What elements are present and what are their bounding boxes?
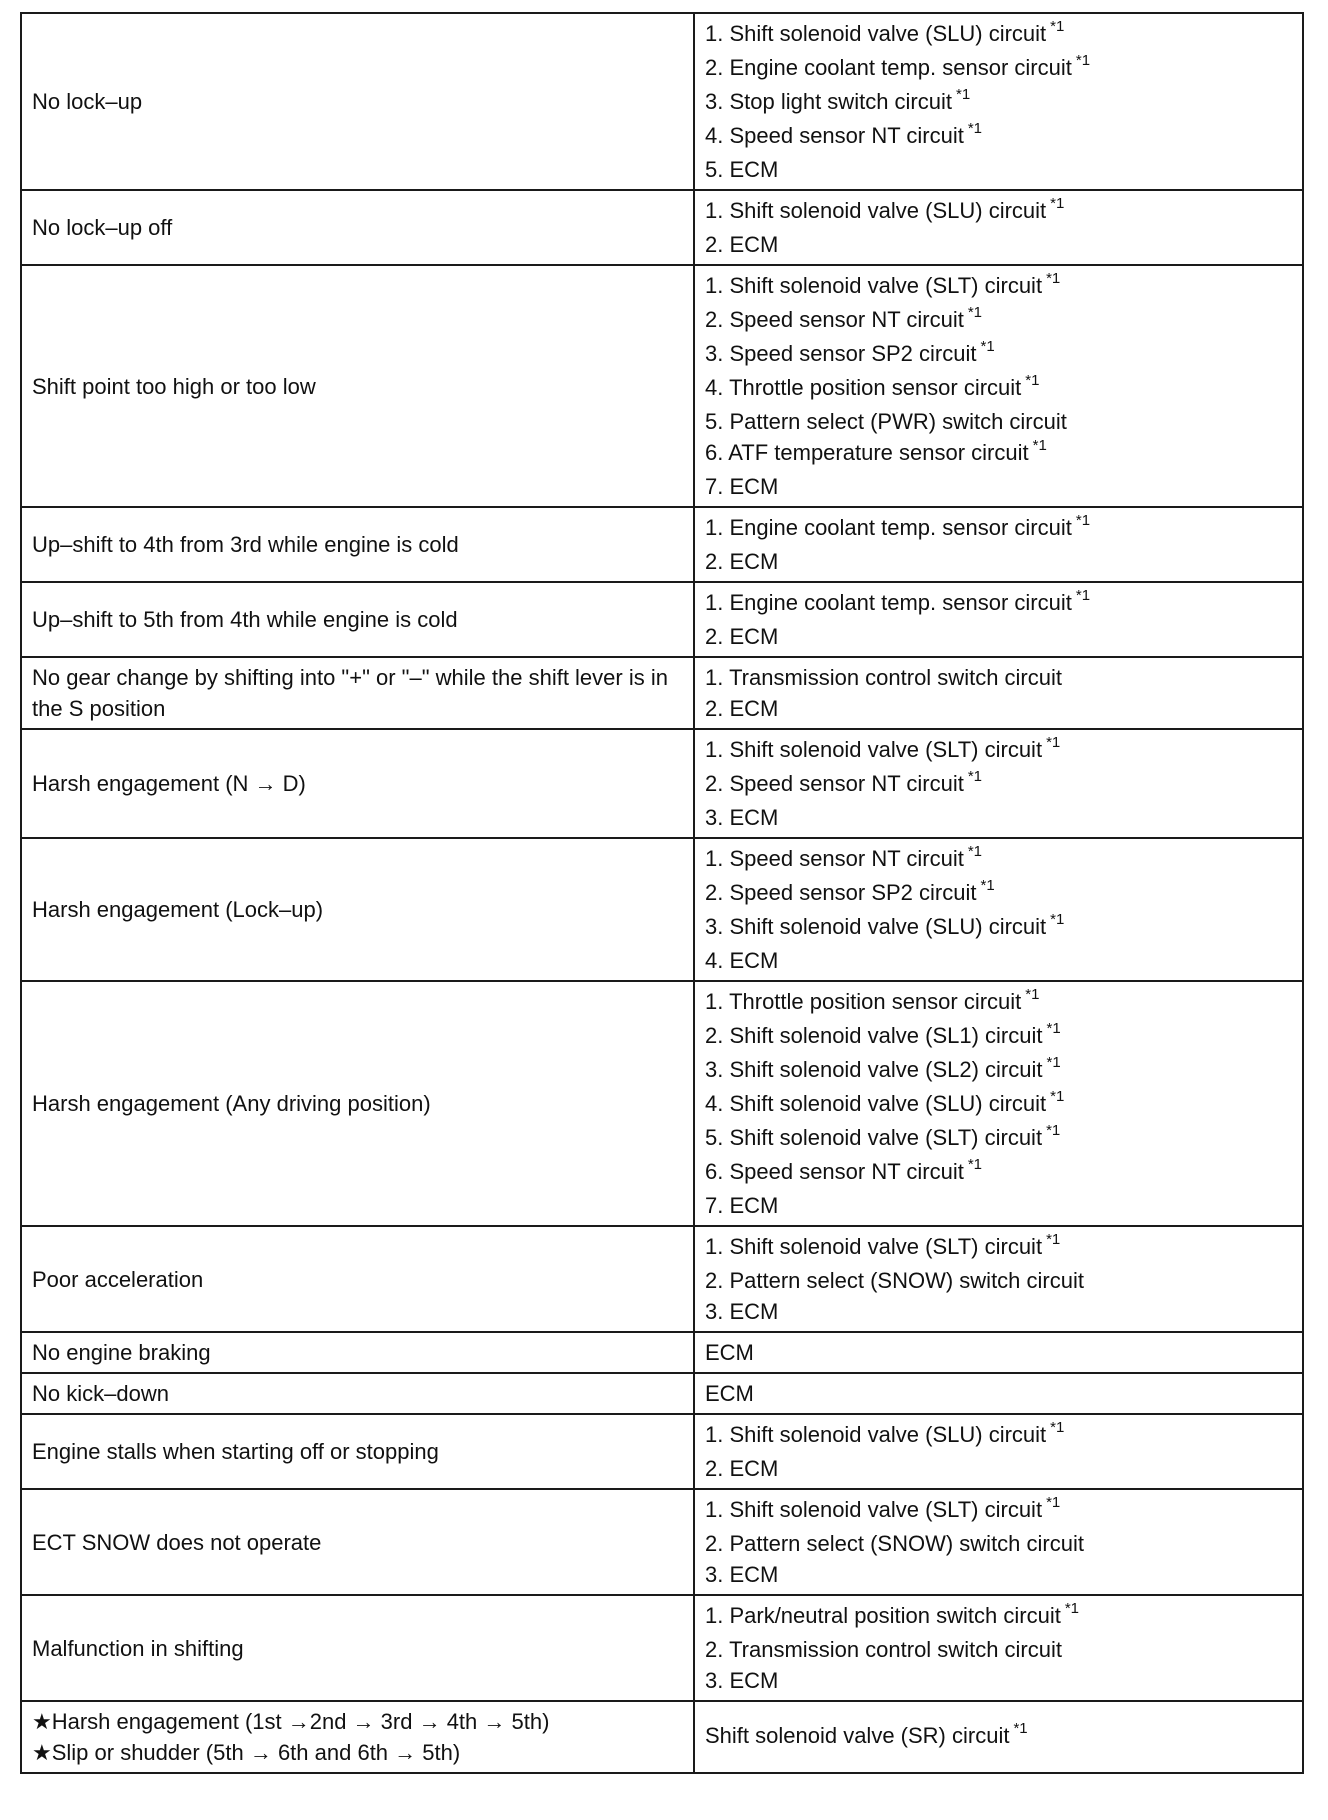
symptom-text: ★Slip or shudder (5th → 6th and 6th → 5th)	[32, 1740, 461, 1765]
suspected-area-cell	[694, 265, 1303, 507]
table-row	[21, 582, 1303, 657]
suspected-area-item	[705, 1122, 1292, 1156]
symptom-cell	[21, 838, 694, 981]
footnote-marker: *1	[967, 768, 983, 785]
suspected-area-text: 2. ECM	[705, 232, 779, 257]
suspected-area-text: 1. Shift solenoid valve (SLU) circuit	[705, 198, 1047, 223]
suspected-area-text: 6. ATF temperature sensor circuit	[705, 440, 1029, 465]
suspected-area-item	[705, 1559, 1292, 1590]
suspected-area-item	[705, 338, 1292, 372]
suspected-area-item	[705, 693, 1292, 724]
symptom-text: Harsh engagement (N → D)	[32, 771, 306, 796]
footnote-marker: *1	[1075, 587, 1091, 604]
suspected-area-text: 5. Pattern select (PWR) switch circuit	[705, 409, 1067, 434]
suspected-area-cell	[694, 1595, 1303, 1701]
symptom-text: ★Harsh engagement (1st →2nd → 3rd → 4th → 5th)	[32, 1709, 550, 1734]
suspected-area-text: Shift solenoid valve (SR) circuit	[705, 1723, 1010, 1748]
symptom-cell	[21, 1332, 694, 1373]
suspected-area-item	[705, 1453, 1292, 1484]
suspected-area-cell	[694, 1701, 1303, 1773]
suspected-area-text: 5. ECM	[705, 157, 779, 182]
suspected-area-cell	[694, 1226, 1303, 1332]
suspected-area-item	[705, 1156, 1292, 1190]
suspected-area-item	[705, 1054, 1292, 1088]
footnote-marker: *1	[1050, 18, 1065, 35]
suspected-area-text: 2. Pattern select (SNOW) switch circuit	[705, 1531, 1084, 1556]
table-body	[21, 13, 1303, 1773]
problem-symptoms-table	[20, 12, 1304, 1774]
suspected-area-text: 3. ECM	[705, 1562, 779, 1587]
suspected-area-cell	[694, 507, 1303, 582]
table-row	[21, 981, 1303, 1226]
suspected-area-item	[705, 1600, 1292, 1634]
suspected-area-item	[705, 1190, 1292, 1221]
suspected-area-item	[705, 911, 1292, 945]
suspected-area-item	[705, 304, 1292, 338]
suspected-area-item	[705, 1231, 1292, 1265]
footnote-marker: *1	[1025, 986, 1040, 1003]
suspected-area-cell	[694, 1373, 1303, 1414]
suspected-area-cell	[694, 1332, 1303, 1373]
suspected-area-item	[705, 1020, 1292, 1054]
suspected-area-text: 1. Shift solenoid valve (SLT) circuit	[705, 1234, 1043, 1259]
symptom-cell	[21, 190, 694, 265]
suspected-area-item	[705, 1494, 1292, 1528]
suspected-area-item	[705, 945, 1292, 976]
suspected-area-text: 2. Speed sensor SP2 circuit	[705, 880, 977, 905]
suspected-area-text: 4. Throttle position sensor circuit	[705, 375, 1022, 400]
symptom-text: Up–shift to 5th from 4th while engine is cold	[32, 607, 458, 632]
suspected-area-text: 1. Engine coolant temp. sensor circuit	[705, 515, 1072, 540]
suspected-area-item	[705, 843, 1292, 877]
suspected-area-item	[705, 1720, 1292, 1754]
symptom-text: No gear change by shifting into "+" or "–" while the shift lever is in	[32, 665, 668, 690]
suspected-area-item	[705, 546, 1292, 577]
symptom-cell	[21, 1701, 694, 1773]
suspected-area-item	[705, 270, 1292, 304]
table-row	[21, 657, 1303, 729]
suspected-area-item	[705, 52, 1292, 86]
suspected-area-item	[705, 1296, 1292, 1327]
suspected-area-item	[705, 437, 1292, 471]
footnote-marker: *1	[1064, 1600, 1080, 1617]
suspected-area-text: 2. Speed sensor NT circuit	[705, 307, 964, 332]
suspected-area-text: 3. Shift solenoid valve (SL2) circuit	[705, 1057, 1043, 1082]
suspected-area-item	[705, 154, 1292, 185]
suspected-area-item	[705, 768, 1292, 802]
footnote-marker: *1	[1046, 1494, 1061, 1511]
footnote-marker: *1	[1046, 270, 1061, 287]
symptom-text: No lock–up	[32, 89, 143, 114]
suspected-area-text: 2. Pattern select (SNOW) switch circuit	[705, 1268, 1084, 1293]
suspected-area-text: 3. Shift solenoid valve (SLU) circuit	[705, 914, 1047, 939]
symptom-cell	[21, 1373, 694, 1414]
suspected-area-text: 4. ECM	[705, 948, 779, 973]
suspected-area-item	[705, 406, 1292, 437]
symptom-text: the S position	[32, 696, 166, 721]
suspected-area-text: 2. Engine coolant temp. sensor circuit	[705, 55, 1072, 80]
symptom-text: Harsh engagement (Lock–up)	[32, 897, 324, 922]
suspected-area-item	[705, 587, 1292, 621]
symptom-text: No lock–up off	[32, 215, 173, 240]
footnote-marker: *1	[967, 120, 983, 137]
symptom-text: Up–shift to 4th from 3rd while engine is cold	[32, 532, 459, 557]
table-row	[21, 1332, 1303, 1373]
table-row	[21, 729, 1303, 838]
suspected-area-item	[705, 195, 1292, 229]
suspected-area-text: 3. ECM	[705, 805, 779, 830]
footnote-marker: *1	[1075, 512, 1091, 529]
symptom-text: Malfunction in shifting	[32, 1635, 244, 1661]
suspected-area-item	[705, 18, 1292, 52]
suspected-area-text: 3. ECM	[705, 1668, 779, 1693]
footnote-marker: *1	[967, 304, 983, 321]
suspected-area-text: 2. ECM	[705, 1456, 779, 1481]
suspected-area-cell	[694, 190, 1303, 265]
suspected-area-text: 5. Shift solenoid valve (SLT) circuit	[705, 1125, 1043, 1150]
symptom-cell	[21, 507, 694, 582]
footnote-marker: *1	[980, 877, 995, 894]
suspected-area-item	[705, 1528, 1292, 1559]
suspected-area-item	[705, 1634, 1292, 1665]
footnote-marker: *1	[1046, 1231, 1061, 1248]
suspected-area-cell	[694, 981, 1303, 1226]
symptom-cell	[21, 13, 694, 190]
suspected-area-text: ECM	[705, 1340, 754, 1365]
footnote-marker: *1	[1075, 52, 1091, 69]
symptom-text: Harsh engagement (Any driving position)	[32, 1091, 431, 1116]
suspected-area-item	[705, 120, 1292, 154]
suspected-area-item	[705, 986, 1292, 1020]
table-row	[21, 1414, 1303, 1489]
symptom-cell	[21, 582, 694, 657]
footnote-marker: *1	[1046, 734, 1061, 751]
table-row	[21, 13, 1303, 190]
suspected-area-text: 1. Shift solenoid valve (SLT) circuit	[705, 737, 1043, 762]
symptom-cell	[21, 265, 694, 507]
suspected-area-item	[705, 877, 1292, 911]
suspected-area-cell	[694, 13, 1303, 190]
table-row	[21, 1489, 1303, 1595]
suspected-area-item	[705, 1088, 1292, 1122]
footnote-marker: *1	[1046, 1054, 1061, 1071]
suspected-area-text: 1. Throttle position sensor circuit	[705, 989, 1022, 1014]
suspected-area-text: ECM	[705, 1381, 754, 1406]
table-row	[21, 1595, 1303, 1701]
footnote-marker: *1	[1032, 437, 1047, 454]
suspected-area-text: 2. Speed sensor NT circuit	[705, 771, 964, 796]
suspected-area-cell	[694, 657, 1303, 729]
table-row	[21, 1373, 1303, 1414]
footnote-marker: *1	[955, 86, 971, 103]
suspected-area-text: 1. Shift solenoid valve (SLU) circuit	[705, 1422, 1047, 1447]
symptom-text: No kick–down	[32, 1381, 169, 1406]
symptom-text: Shift point too high or too low	[32, 373, 316, 399]
symptom-text: No engine braking	[32, 1340, 211, 1365]
suspected-area-text: 1. Shift solenoid valve (SLU) circuit	[705, 21, 1047, 46]
suspected-area-item	[705, 1265, 1292, 1296]
suspected-area-item	[705, 1419, 1292, 1453]
suspected-area-text: 2. ECM	[705, 549, 779, 574]
symptom-cell	[21, 657, 694, 729]
symptom-cell	[21, 1414, 694, 1489]
footnote-marker: *1	[1025, 372, 1040, 389]
symptom-cell	[21, 1489, 694, 1595]
suspected-area-text: 2. Transmission control switch circuit	[705, 1637, 1062, 1662]
table-row	[21, 838, 1303, 981]
suspected-area-item	[705, 1665, 1292, 1696]
footnote-marker: *1	[967, 843, 983, 860]
suspected-area-text: 4. Shift solenoid valve (SLU) circuit	[705, 1091, 1047, 1116]
footnote-marker: *1	[1050, 1088, 1065, 1105]
suspected-area-cell	[694, 582, 1303, 657]
suspected-area-text: 1. Speed sensor NT circuit	[705, 846, 964, 871]
footnote-marker: *1	[1050, 1419, 1065, 1436]
symptom-text: Poor acceleration	[32, 1266, 204, 1292]
suspected-area-item	[705, 471, 1292, 502]
suspected-area-cell	[694, 729, 1303, 838]
suspected-area-text: 3. Stop light switch circuit	[705, 89, 952, 114]
suspected-area-cell	[694, 838, 1303, 981]
suspected-area-item	[705, 1378, 1292, 1409]
table-row	[21, 265, 1303, 507]
table-row	[21, 507, 1303, 582]
symptom-cell	[21, 981, 694, 1226]
suspected-area-item	[705, 512, 1292, 546]
suspected-area-item	[705, 229, 1292, 260]
suspected-area-text: 3. ECM	[705, 1299, 779, 1324]
symptom-cell	[21, 1595, 694, 1701]
symptom-cell	[21, 1226, 694, 1332]
footnote-marker: *1	[1046, 1122, 1061, 1139]
footnote-marker: *1	[980, 338, 995, 355]
table-row	[21, 190, 1303, 265]
suspected-area-item	[705, 802, 1292, 833]
symptom-text: Engine stalls when starting off or stopping	[32, 1439, 439, 1464]
table-row	[21, 1226, 1303, 1332]
suspected-area-cell	[694, 1489, 1303, 1595]
suspected-area-text: 7. ECM	[705, 474, 779, 499]
suspected-area-text: 6. Speed sensor NT circuit	[705, 1159, 964, 1184]
footnote-marker: *1	[1050, 911, 1065, 928]
suspected-area-text: 1. Engine coolant temp. sensor circuit	[705, 590, 1072, 615]
suspected-area-text: 2. Shift solenoid valve (SL1) circuit	[705, 1023, 1043, 1048]
footnote-marker: *1	[967, 1156, 983, 1173]
suspected-area-item	[705, 1337, 1292, 1368]
suspected-area-text: 1. Transmission control switch circuit	[705, 665, 1062, 690]
suspected-area-text: 3. Speed sensor SP2 circuit	[705, 341, 977, 366]
suspected-area-item	[705, 621, 1292, 652]
suspected-area-text: 1. Shift solenoid valve (SLT) circuit	[705, 1497, 1043, 1522]
footnote-marker: *1	[1050, 195, 1065, 212]
suspected-area-item	[705, 86, 1292, 120]
footnote-marker: *1	[1046, 1020, 1061, 1037]
suspected-area-text: 1. Park/neutral position switch circuit	[705, 1603, 1061, 1628]
table-row	[21, 1701, 1303, 1773]
suspected-area-item	[705, 662, 1292, 693]
suspected-area-text: 4. Speed sensor NT circuit	[705, 123, 964, 148]
suspected-area-text: 1. Shift solenoid valve (SLT) circuit	[705, 273, 1043, 298]
suspected-area-item	[705, 372, 1292, 406]
suspected-area-item	[705, 734, 1292, 768]
suspected-area-text: 2. ECM	[705, 624, 779, 649]
symptom-cell	[21, 729, 694, 838]
suspected-area-text: 7. ECM	[705, 1193, 779, 1218]
footnote-marker: *1	[1013, 1720, 1028, 1737]
suspected-area-cell	[694, 1414, 1303, 1489]
symptom-text: ECT SNOW does not operate	[32, 1529, 322, 1555]
suspected-area-text: 2. ECM	[705, 696, 779, 721]
